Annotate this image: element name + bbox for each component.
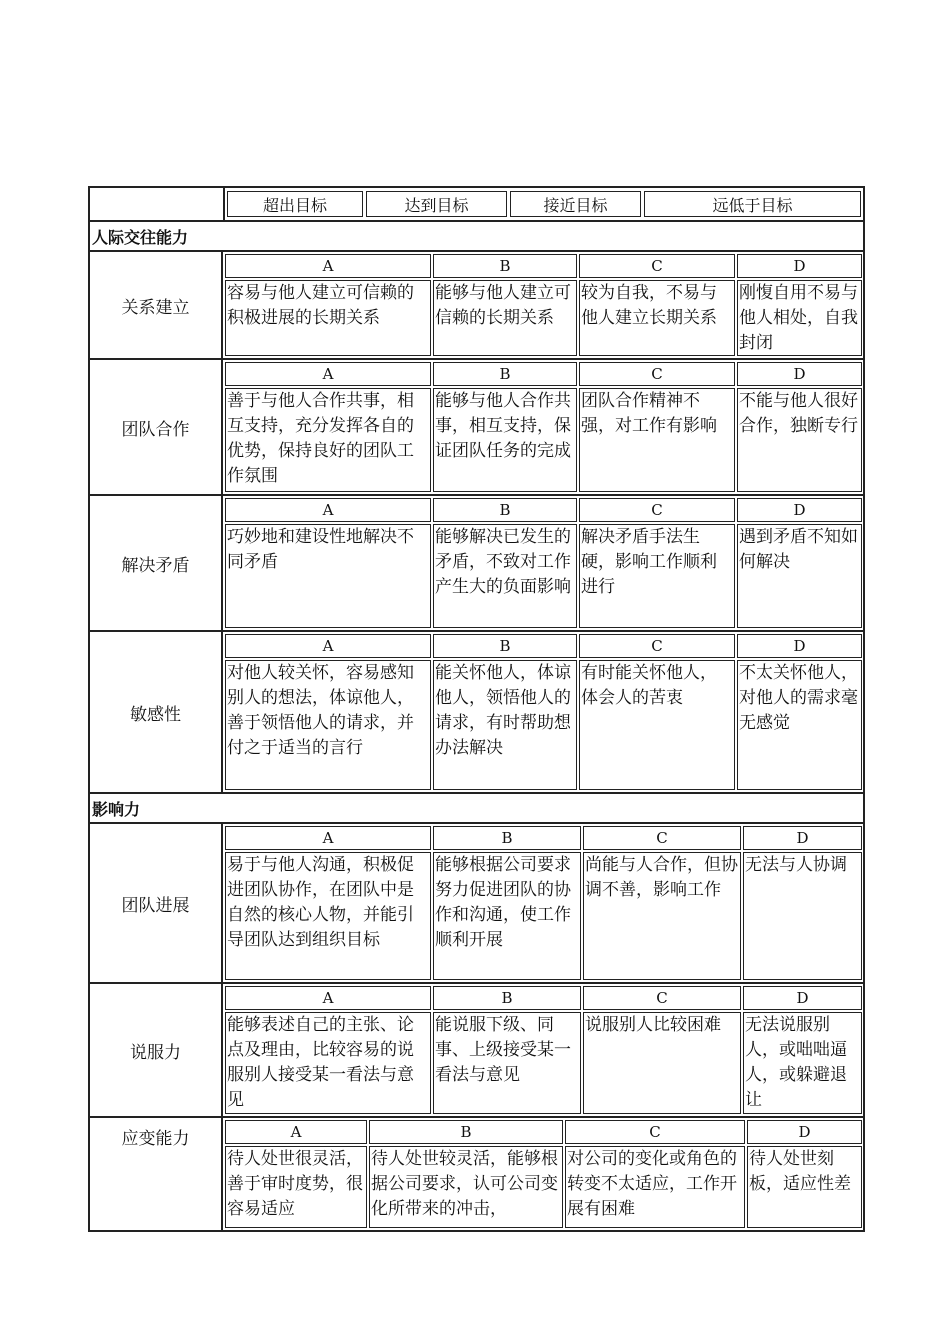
grade-label: B: [433, 254, 577, 278]
grade-desc: 善于与他人合作共事，相互支持，充分发挥各自的优势，保持良好的团队工作氛围: [225, 388, 431, 492]
grade-grid: [223, 252, 863, 358]
grade-desc: 对公司的变化或角色的转变不太适应，工作开展有困难: [565, 1146, 745, 1228]
competency-label: 敏感性: [90, 632, 223, 792]
grade-label: C: [583, 986, 741, 1010]
grade-col-b: [433, 634, 577, 790]
grade-label: D: [737, 634, 862, 658]
grade-desc: 刚愎自用不易与他人相处，自我封闭: [737, 280, 862, 356]
grade-desc: 对他人较关怀，容易感知别人的想法，体谅他人，善于领悟他人的请求，并付之于适当的言行: [225, 660, 431, 790]
grade-desc: 尚能与人合作，但协调不善，影响工作: [583, 852, 741, 980]
competency-row: [90, 824, 863, 984]
grade-label: C: [583, 826, 741, 850]
grade-desc: 能够解决已发生的矛盾，不致对工作产生大的负面影响: [433, 524, 577, 628]
grade-desc: 无法说服别人，或咄咄逼人，或躲避退让: [743, 1012, 862, 1114]
competency-label: 应变能力: [90, 1118, 223, 1230]
grade-grid: [223, 360, 863, 494]
grade-label: A: [225, 634, 431, 658]
grade-label: B: [433, 826, 581, 850]
grade-col-d: [747, 1120, 862, 1228]
grade-desc: 无法与人协调: [743, 852, 862, 980]
grade-desc: 能够根据公司要求努力促进团队的协作和沟通，使工作顺利开展: [433, 852, 581, 980]
grade-desc: 能关怀他人，体谅他人，领悟他人的请求，有时帮助想办法解决: [433, 660, 577, 790]
level-header-cells: [225, 188, 863, 220]
competency-row: [90, 360, 863, 496]
grade-col-a: [225, 362, 431, 492]
section-title-influence: 影响力: [90, 794, 863, 824]
grade-label: D: [747, 1120, 862, 1144]
competency-row: [90, 1118, 863, 1232]
grade-label: C: [579, 634, 735, 658]
grade-col-b: [433, 498, 577, 628]
grade-label: D: [737, 362, 862, 386]
grade-desc: 能够与他人合作共事，相互支持，保证团队任务的完成: [433, 388, 577, 492]
grade-label: C: [565, 1120, 745, 1144]
grade-col-b: [369, 1120, 563, 1228]
grade-label: B: [369, 1120, 563, 1144]
grade-col-d: [743, 986, 862, 1114]
competency-row: [90, 496, 863, 632]
grade-label: A: [225, 498, 431, 522]
competency-row: [90, 632, 863, 794]
grade-col-c: [583, 986, 741, 1114]
grade-col-d: [737, 362, 862, 492]
grade-desc: 能够表述自己的主张、论点及理由，比较容易的说服别人接受某一看法与意见: [225, 1012, 431, 1114]
grade-desc: 说服别人比较困难: [583, 1012, 741, 1114]
grade-desc: 待人处世很灵活，善于审时度势，很容易适应: [225, 1146, 367, 1228]
grade-col-b: [433, 826, 581, 980]
grade-desc: 较为自我，不易与他人建立长期关系: [579, 280, 735, 356]
grade-label: C: [579, 362, 735, 386]
evaluation-table: [88, 186, 865, 1232]
grade-desc: 待人处世刻板，适应性差: [747, 1146, 862, 1228]
grade-grid: [223, 1118, 863, 1230]
grade-label: B: [433, 986, 581, 1010]
grade-col-c: [565, 1120, 745, 1228]
grade-col-c: [579, 634, 735, 790]
grade-label: A: [225, 826, 431, 850]
grade-grid: [223, 824, 863, 982]
grade-desc: 巧妙地和建设性地解决不同矛盾: [225, 524, 431, 628]
grade-col-a: [225, 254, 431, 356]
grade-col-a: [225, 498, 431, 628]
competency-row: [90, 984, 863, 1118]
grade-col-d: [737, 498, 862, 628]
grade-label: C: [579, 254, 735, 278]
grade-col-a: [225, 634, 431, 790]
competency-row: [90, 252, 863, 360]
grade-desc: 易于与他人沟通，积极促进团队协作，在团队中是自然的核心人物，并能引导团队达到组织目标: [225, 852, 431, 980]
grade-col-c: [579, 254, 735, 356]
grade-label: C: [579, 498, 735, 522]
grade-desc: 能说服下级、同事、上级接受某一看法与意见: [433, 1012, 581, 1114]
grade-label: B: [433, 362, 577, 386]
grade-label: D: [737, 498, 862, 522]
grade-label: B: [433, 498, 577, 522]
header-corner: [90, 188, 225, 220]
grade-col-a: [225, 1120, 367, 1228]
grade-desc: 团队合作精神不强，对工作有影响: [579, 388, 735, 492]
level-far-below: 远低于目标: [644, 191, 861, 217]
competency-label: 解决矛盾: [90, 496, 223, 630]
grade-grid: [223, 496, 863, 630]
grade-col-a: [225, 986, 431, 1114]
grade-col-c: [579, 498, 735, 628]
grade-label: A: [225, 986, 431, 1010]
grade-col-b: [433, 254, 577, 356]
grade-desc: 容易与他人建立可信赖的积极进展的长期关系: [225, 280, 431, 356]
grade-grid: [223, 632, 863, 792]
level-approaches: 接近目标: [510, 191, 641, 217]
grade-label: B: [433, 634, 577, 658]
level-exceeds: 超出目标: [227, 191, 363, 217]
grade-desc: 有时能关怀他人，体会人的苦衷: [579, 660, 735, 790]
grade-label: A: [225, 254, 431, 278]
grade-desc: 能够与他人建立可信赖的长期关系: [433, 280, 577, 356]
grade-label: D: [737, 254, 862, 278]
grade-label: D: [743, 826, 862, 850]
grade-col-d: [737, 254, 862, 356]
competency-label: 关系建立: [90, 252, 223, 358]
competency-label: 说服力: [90, 984, 223, 1116]
grade-desc: 解决矛盾手法生硬，影响工作顺利进行: [579, 524, 735, 628]
table-frame: [88, 186, 865, 1232]
grade-label: A: [225, 362, 431, 386]
grade-col-d: [737, 634, 862, 790]
grade-label: D: [743, 986, 862, 1010]
grade-desc: 待人处世较灵活，能够根据公司要求，认可公司变化所带来的冲击，: [369, 1146, 563, 1228]
level-header-row: [90, 188, 863, 222]
section-title-interpersonal: 人际交往能力: [90, 222, 863, 252]
grade-col-a: [225, 826, 431, 980]
grade-desc: 遇到矛盾不知如何解决: [737, 524, 862, 628]
competency-label: 团队进展: [90, 824, 223, 982]
competency-label: 团队合作: [90, 360, 223, 494]
grade-col-c: [579, 362, 735, 492]
grade-col-c: [583, 826, 741, 980]
grade-desc: 不能与他人很好合作，独断专行: [737, 388, 862, 492]
level-meets: 达到目标: [366, 191, 507, 217]
grade-col-b: [433, 986, 581, 1114]
grade-label: A: [225, 1120, 367, 1144]
grade-col-b: [433, 362, 577, 492]
grade-desc: 不太关怀他人，对他人的需求毫无感觉: [737, 660, 862, 790]
grade-col-d: [743, 826, 862, 980]
grade-grid: [223, 984, 863, 1116]
